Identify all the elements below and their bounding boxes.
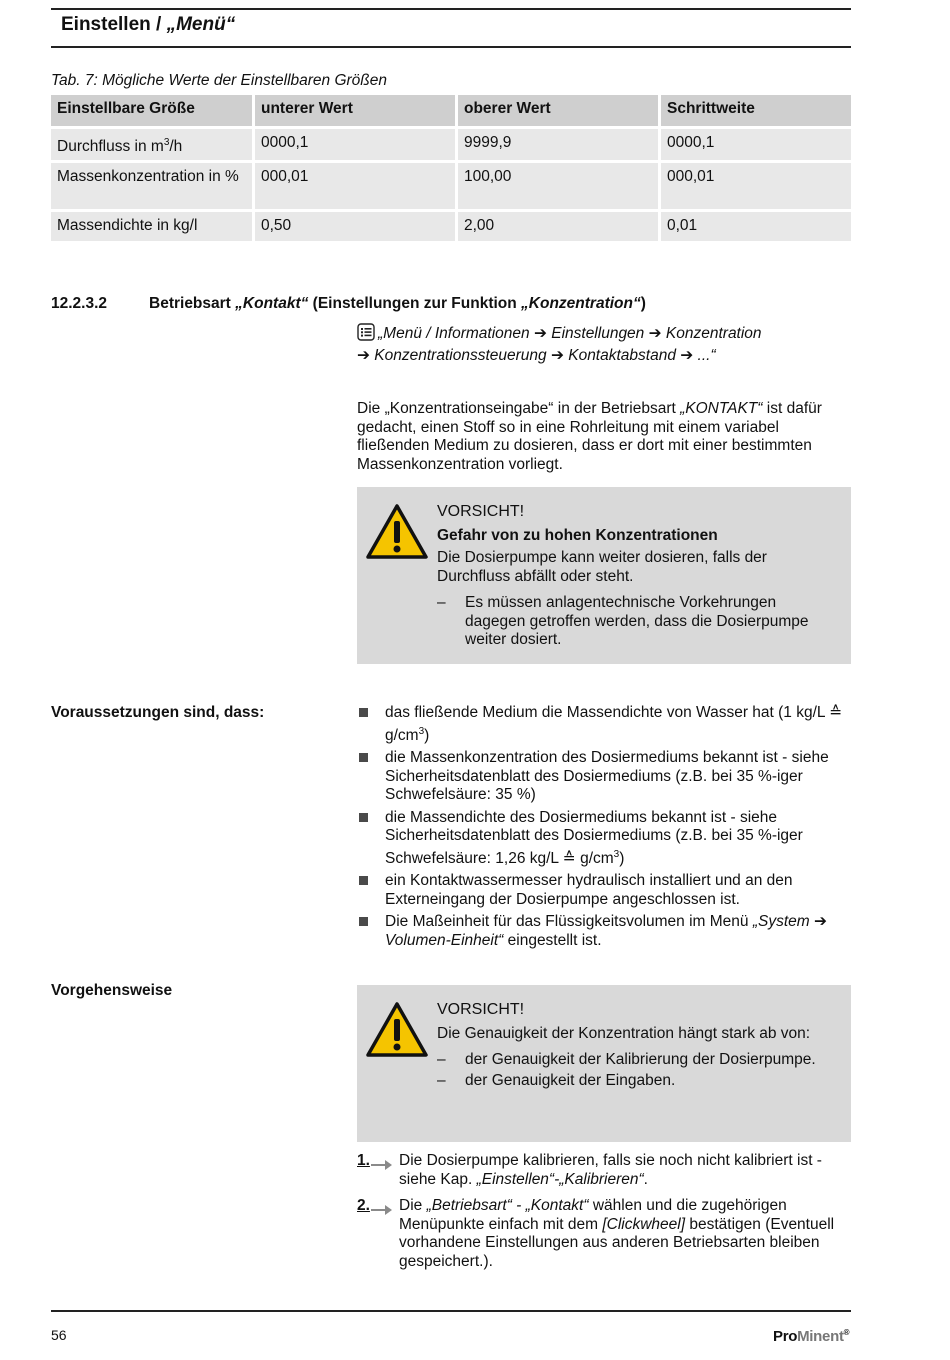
menu-path-line1: „Menü / Informationen ➔ Einstellungen ➔ Konzentration [378, 325, 762, 342]
table-header-row [51, 95, 851, 129]
table-cell: 0,50 [255, 212, 458, 244]
procedure-label: Vorgehensweise [51, 982, 173, 999]
caution-text: Die Dosierpumpe kann weiter dosieren, falls der Durchfluss abfällt oder steht. [437, 549, 767, 585]
page-number: 56 [51, 1327, 67, 1343]
menu-path [357, 323, 837, 365]
bullet-square-icon [359, 708, 368, 717]
column-header: Einstellbare Größe [51, 95, 255, 129]
bullet-square-icon [359, 753, 368, 762]
list-item: die Massendichte des Dosiermediums bekannt ist - siehe Sicherheitsdatenblatt des Dosiermediums (z.B. bei 35 %-iger Schwefelsäure: 1,26 kg/L ≙ $g/cm^3$) [357, 809, 852, 869]
caution-signal-word: VORSICHT! [437, 1001, 525, 1018]
column-header: unterer Wert [255, 95, 458, 129]
caution-signal-word: VORSICHT! [437, 503, 525, 520]
footer-rule [51, 1310, 851, 1312]
column-header: oberer Wert [458, 95, 661, 129]
header-prefix: Einstellen / [61, 14, 167, 35]
table-row [51, 212, 851, 244]
section-number: 12.2.3.2 [51, 295, 108, 312]
warning-triangle-icon [365, 1001, 429, 1064]
table-cell: 2,00 [458, 212, 661, 244]
list-item: das fließende Medium die Massendichte von Wasser hat (1 kg/L ≙ $g/cm^3$) [357, 704, 852, 745]
page-header [61, 14, 235, 36]
brand-logo: ProMinent® [773, 1328, 850, 1345]
step-arrow-icon [371, 1203, 393, 1222]
header-top-rule [51, 8, 851, 10]
bullet-square-icon [359, 917, 368, 926]
table-cell: 0000,1 [255, 129, 458, 163]
list-item: Die Maßeinheit für das Flüssigkeitsvolumen im Menü „System ➔ Volumen-Einheit“ eingestellt ist. [357, 913, 852, 950]
bullet-square-icon [359, 813, 368, 822]
header-title: „Menü“ [166, 14, 236, 35]
header-bottom-rule [51, 46, 851, 48]
table-cell: 000,01 [255, 163, 458, 212]
step-number: 2. [357, 1197, 370, 1214]
prerequisites-list [357, 704, 852, 954]
caution-box-accuracy [357, 985, 851, 1142]
menu-path-line2: ➔ Konzentrationssteuerung ➔ Kontaktabstand ➔ ...“ [357, 347, 716, 364]
values-table [51, 95, 851, 244]
table-cell: Massendichte in kg/l [51, 212, 255, 244]
menu-list-icon [357, 323, 375, 346]
step-arrow-icon [371, 1158, 393, 1177]
step-number: 1. [357, 1152, 370, 1169]
table-cell: 0000,1 [661, 129, 851, 163]
procedure-steps [357, 1152, 847, 1279]
caution-title: Gefahr von zu hohen Konzentrationen [437, 526, 718, 544]
caution-box [357, 487, 851, 664]
table-cell: 9999,9 [458, 129, 661, 163]
caution-item: – der Genauigkeit der Eingaben. [437, 1071, 676, 1089]
list-item: die Massenkonzentration des Dosiermediums bekannt ist - siehe Sicherheitsdatenblatt des Dosiermediums (z.B. bei 35 %-iger Schwefelsäure: 35 %) [357, 749, 852, 805]
table-cell: 0,01 [661, 212, 851, 244]
table-caption: Tab. 7: Mögliche Werte der Einstellbaren Größen [51, 72, 388, 89]
table-cell: 000,01 [661, 163, 851, 212]
table-row [51, 163, 851, 212]
caution-item: – der Genauigkeit der Kalibrierung der Dosierpumpe. [437, 1051, 816, 1068]
section-title: Betriebsart „Kontakt“ (Einstellungen zur Funktion „Konzentration“) [149, 295, 646, 312]
prerequisites-label: Voraussetzungen sind, dass: [51, 704, 265, 721]
caution-text: Die Genauigkeit der Konzentration hängt stark ab von: [437, 1024, 811, 1042]
step-item: 2. Die „Betriebsart“ - „Kontakt“ wählen und die zugehörigen Menüpunkte einfach mit dem [Clickwheel] bestätigen (Eventuell vorhandene Einstellungen aus anderen Betriebsarten bleiben gespeichert.). [357, 1197, 835, 1270]
table-cell: 100,00 [458, 163, 661, 212]
list-item: ein Kontaktwassermesser hydraulisch installiert und an den Externeingang der Dosierpumpe angeschlossen ist. [357, 872, 852, 909]
table-cell: Durchfluss in $m^3/h$ [51, 129, 255, 163]
bullet-square-icon [359, 876, 368, 885]
table-cell: Massenkonzentration in % [51, 163, 255, 212]
table-row [51, 129, 851, 163]
intro-paragraph: Die „Konzentrationseingabe“ in der Betriebsart „KONTAKT“ ist dafür gedacht, einen Stoff so in eine Rohrleitung mit einem variabel fließenden Medium zu dosieren, dass er dort mit einer bestimmten Massenkonzentration vorliegt. [357, 400, 822, 473]
warning-triangle-icon [365, 503, 429, 566]
caution-measure: – Es müssen anlagentechnische Vorkehrungen dagegen getroffen werden, dass die Dosierpumpe weiter dosiert. [437, 594, 809, 648]
step-item: 1. Die Dosierpumpe kalibrieren, falls sie noch nicht kalibriert ist - siehe Kap. „Einstellen“-„Kalibrieren“. [357, 1152, 822, 1188]
column-header: Schrittweite [661, 95, 851, 129]
